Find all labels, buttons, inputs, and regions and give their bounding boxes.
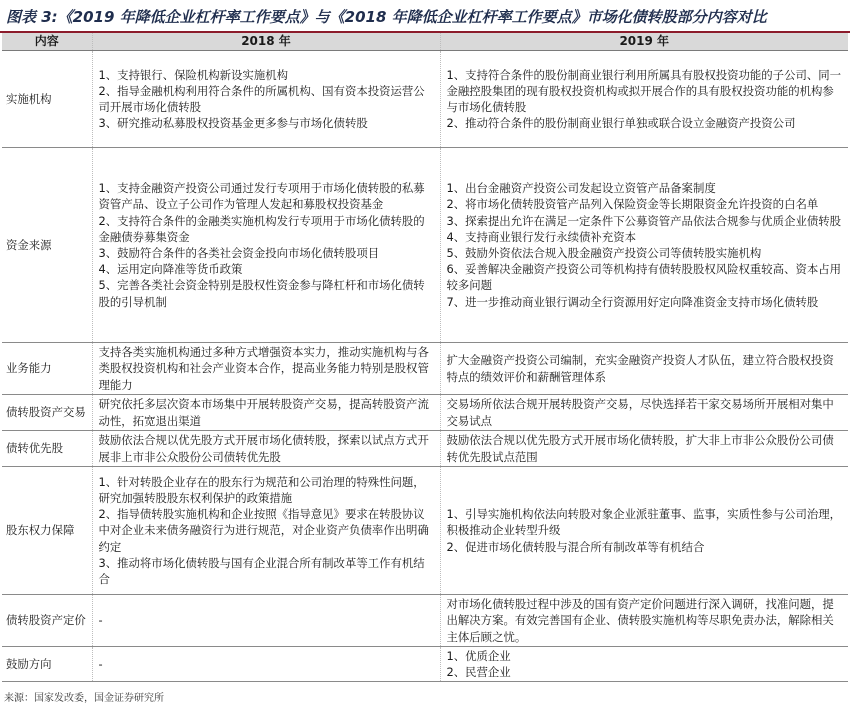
list-item: 交易场所依法合规开展转股资产交易，尽快选择若干家交易场所开展相对集中交易试点 [446, 397, 834, 428]
list-item: 2、推动符合条件的股份制商业银行单独或联合设立金融资产投资公司 [446, 116, 796, 131]
row-preferred-stock [2, 431, 848, 467]
list-item: 1、支持符合条件的股份制商业银行利用所属具有股权投资功能的子公司、同一金融控股集团的现有股权投资机构或拟开展合作的具有股权投资功能的机构参与市场化债转股 [446, 67, 842, 114]
row-asset-trading [2, 395, 848, 431]
cell-2018 [92, 148, 440, 343]
comparison-table [2, 33, 848, 682]
cell-2018 [92, 343, 440, 395]
cell-2018 [92, 51, 440, 148]
header-2018: 2018 年 [92, 33, 440, 51]
row-label: 债转股资产定价 [2, 595, 92, 647]
row-label: 实施机构 [2, 51, 92, 148]
cell-2019 [440, 51, 848, 148]
list-item: 5、鼓励外资依法合规入股金融资产投资公司等债转股实施机构 [446, 246, 762, 260]
row-label: 资金来源 [2, 148, 92, 343]
cell-2018 [92, 595, 440, 647]
cell-2019 [440, 647, 848, 682]
list-item: 鼓励依法合规以优先股方式开展市场化债转股，扩大非上市非公众股份公司债转优先股试点范围 [446, 433, 834, 464]
cell-2019 [440, 395, 848, 431]
row-label: 债转优先股 [2, 431, 92, 467]
list-item: 3、推动将市场化债转股与国有企业混合所有制改革等工作有机结合 [98, 555, 425, 586]
list-item: 2、民营企业 [446, 665, 511, 680]
cell-2018 [92, 395, 440, 431]
list-item: 5、完善各类社会资金特别是股权性资金参与降杠杆和市场化债转股的引导机制 [98, 278, 425, 309]
cell-2018 [92, 431, 440, 467]
list-item: 3、探索提出允许在满足一定条件下公募资管产品依法合规参与优质企业债转股 [446, 213, 842, 228]
list-item: 1、针对转股企业存在的股东行为规范和公司治理的特殊性问题，研究加强转股股东权利保护的政策措施 [98, 474, 425, 505]
list-item: 支持各类实施机构通过多种方式增强资本实力，推动实施机构与各类股权投资机构和社会产业资本合作，提高业务能力特别是股权管理能力 [98, 345, 429, 392]
list-item: 2、促进市场化债转股与混合所有制改革等有机结合 [446, 539, 705, 554]
list-item: 扩大金融资产投资公司编制，充实金融资产投资人才队伍，建立符合股权投资特点的绩效评价和薪酬管理体系 [446, 353, 834, 384]
cell-2018 [92, 647, 440, 682]
row-label: 鼓励方向 [2, 647, 92, 682]
list-item: 研究依托多层次资本市场集中开展转股资产交易，提高转股资产流动性，拓宽退出渠道 [98, 397, 429, 428]
list-item: 2、指导债转股实施机构和企业按照《指导意见》要求在转股协议中对企业未来债务融资行为进行规范，对企业资产负债率作出明确约定 [98, 507, 429, 554]
list-item: 对市场化债转股过程中涉及的国有资产定价问题进行深入调研，找准问题，提出解决方案。有效完善国有企业、债转股实施机构等尽职免责办法，解除相关主体后顾之忧。 [446, 597, 834, 644]
list-item: 1、支持银行、保险机构新设实施机构 [98, 67, 288, 82]
cell-2018 [92, 467, 440, 595]
list-item: 3、鼓励符合条件的各类社会资金投向市场化债转股项目 [98, 246, 380, 260]
list-item: 1、支持金融资产投资公司通过发行专项用于市场化债转股的私募资管产品、设立子公司作为管理人发起和募股权投资基金 [98, 181, 425, 212]
list-item: 6、妥善解决金融资产投资公司等机构持有债转股股权风险权重较高、资本占用较多问题 [446, 262, 842, 293]
row-label: 债转股资产交易 [2, 395, 92, 431]
list-item: 3、研究推动私募股权投资基金更多参与市场化债转股 [98, 116, 368, 131]
cell-2019 [440, 148, 848, 343]
list-item: 鼓励依法合规以优先股方式开展市场化债转股，探索以试点方式开展非上市非公众股份公司债转优先股 [98, 433, 429, 464]
list-item: 4、支持商业银行发行永续债补充资本 [446, 229, 636, 244]
list-item: 4、运用定向降准等货币政策 [98, 262, 243, 277]
header-row [2, 33, 848, 51]
cell-2019 [440, 343, 848, 395]
cell-2019 [440, 595, 848, 647]
list-item: 1、引导实施机构依法向转股对象企业派驻董事、监事，实质性参与公司治理，积极推动企业转型升级 [446, 507, 842, 538]
row-funding-sources [2, 148, 848, 343]
list-item: 2、支持符合条件的金融类实施机构发行专项用于市场化债转股的金融债券募集资金 [98, 213, 425, 244]
list-item: - [98, 613, 103, 628]
list-item: 7、进一步推动商业银行调动全行资源用好定向降准资金支持市场化债转股 [446, 294, 819, 309]
list-item: 2、指导金融机构利用符合条件的所属机构、国有资本投资运营公司开展市场化债转股 [98, 83, 425, 114]
row-shareholder-rights [2, 467, 848, 595]
cell-2019 [440, 467, 848, 595]
list-item: 1、出台金融资产投资公司发起设立资管产品备案制度 [446, 181, 716, 196]
row-label: 股东权力保障 [2, 467, 92, 595]
header-content: 内容 [2, 33, 92, 51]
source-note: 来源：国家发改委，国金证券研究所 [4, 693, 164, 704]
header-2019: 2019 年 [440, 33, 848, 51]
figure-title: 图表 3:《2019 年降低企业杠杆率工作要点》与《2018 年降低企业杠杆率工作要点》市场化债转股部分内容对比 [6, 8, 767, 26]
row-encouraged-direction [2, 647, 848, 682]
list-item: - [98, 657, 103, 672]
list-item: 2、将市场化债转股资管产品列入保险资金等长期限资金允许投资的白名单 [446, 197, 819, 212]
cell-2019 [440, 431, 848, 467]
list-item: 1、优质企业 [446, 649, 511, 663]
row-label: 业务能力 [2, 343, 92, 395]
row-business-capability [2, 343, 848, 395]
row-implementing-agencies [2, 51, 848, 148]
row-asset-pricing [2, 595, 848, 647]
